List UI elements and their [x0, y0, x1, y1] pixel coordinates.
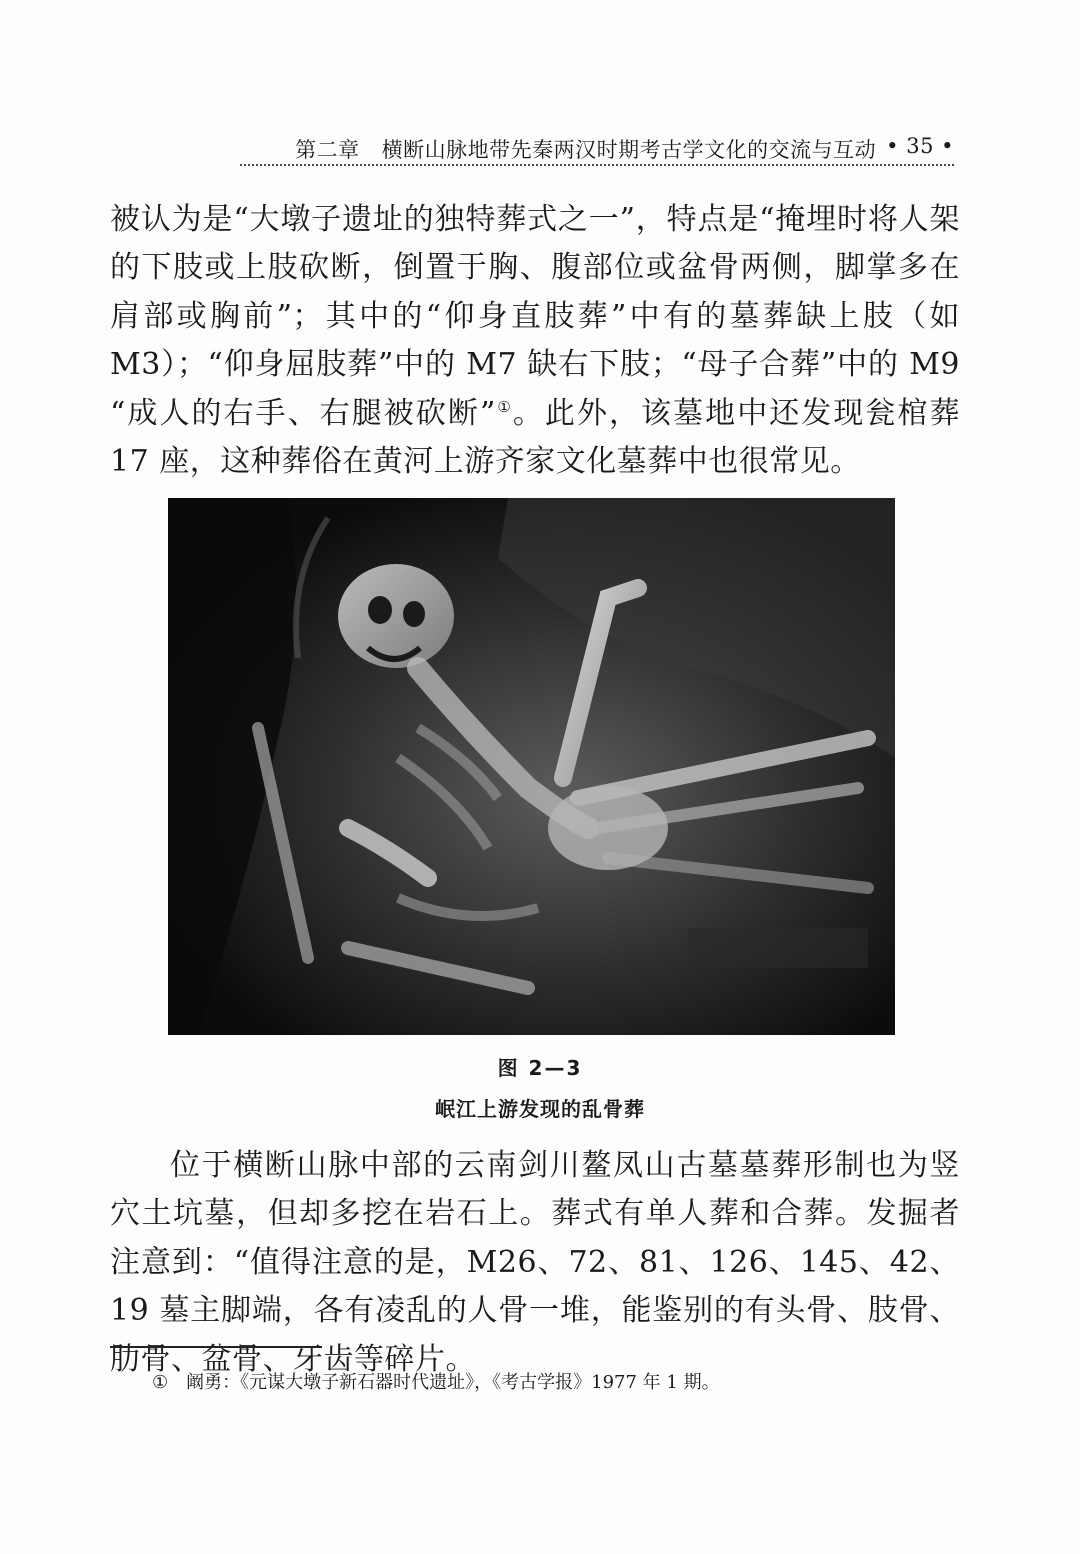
page-number: • 35 • — [886, 134, 954, 158]
body-paragraph-1 — [110, 196, 960, 492]
figure-number: 图 2—3 — [497, 1056, 583, 1080]
figure-caption: 岷江上游发现的乱骨葬 — [435, 1097, 645, 1121]
chapter-title: 横断山脉地带先秦两汉时期考古学文化的交流与互动 — [381, 138, 877, 162]
running-header — [240, 134, 954, 166]
body-paragraph-2: 位于横断山脉中部的云南剑川鳌凤山古墓墓葬形制也为竖穴土坑墓，但却多挖在岩石上。葬式有单人葬和合葬。发掘者注意到：“值得注意的是，M26、72、81、126、145、42、19 墓主脚端，各有凌乱的人骨一堆，能鉴别的有头骨、肢骨、肋骨、盆骨、牙齿等碎片。 — [110, 1148, 960, 1377]
paragraph-1-text-cont: 。此外，该墓地中还发现瓮棺葬 17 座，这种葬俗在黄河上游齐家文化墓葬中也很常见。 — [110, 395, 960, 480]
footnote-mark: ① — [152, 1372, 169, 1393]
paragraph-1-text: 被认为是“大墩子遗址的独特葬式之一”，特点是“掩埋时将人架的下肢或上肢砍断，倒置于胸、腹部位或盆骨两侧，脚掌多在肩部或胸前”；其中的“仰身直肢葬”中有的墓葬缺上肢（如 M3）；“仰身屈肢葬”中的 M7 缺右下肢；“母子合葬”中的 M9 “成人的右手、右腿被砍断” — [110, 202, 960, 431]
burial-photo — [168, 498, 895, 1035]
footnote — [152, 1370, 952, 1396]
skeleton-photo-illustration — [168, 498, 895, 1035]
footnote-rule — [110, 1346, 322, 1348]
footnote-reference: ① — [495, 397, 513, 416]
chapter-label: 第二章 — [295, 138, 360, 162]
footnote-text: 阚勇：《元谋大墩子新石器时代遗址》，《考古学报》1977 年 1 期。 — [186, 1372, 720, 1393]
